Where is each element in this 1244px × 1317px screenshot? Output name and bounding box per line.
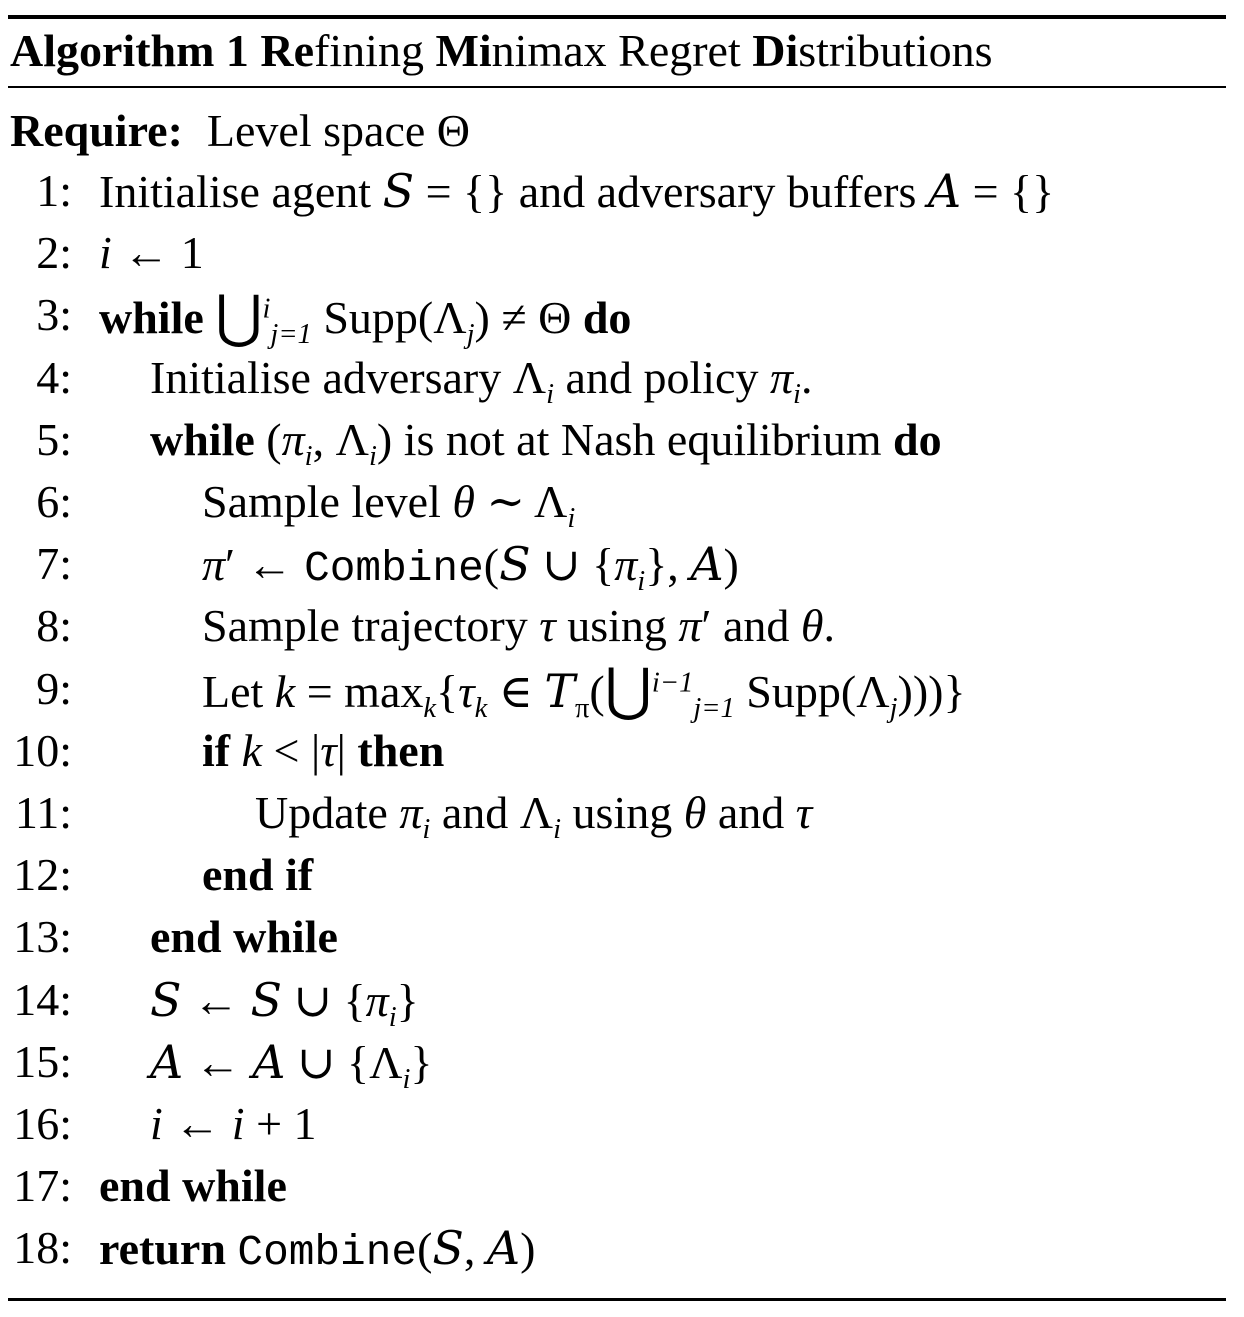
line-token: ← [162,1098,232,1149]
keyword: while [150,413,255,465]
line-content [99,284,631,349]
line-number: 8: [36,600,72,652]
line-token: π [614,539,638,591]
require-label: Require: [10,105,183,156]
line-token: , Λ [312,413,369,465]
line-token: = {} [961,166,1055,217]
line-content [202,471,575,533]
line-token: ( [417,1223,433,1275]
top-rule [8,15,1226,19]
line-token: i [402,1063,411,1095]
line-number: 15: [13,1035,72,1087]
line-token: S [382,164,415,218]
line-token: π [575,692,590,724]
line-token: π [202,539,226,591]
line-token: k [423,692,437,724]
line-token: ← [181,974,251,1026]
line-token: ) [723,539,739,591]
line-token: Let [202,665,275,717]
line-token: i [99,227,112,279]
line-token: j=1 [693,692,735,724]
caption-rule [8,86,1226,88]
function-name: Combine [237,1228,418,1278]
line-token: k [474,692,488,724]
line-token: τ [795,787,813,838]
line-token: Sample level [202,476,453,527]
line-token: ← [183,1036,253,1088]
line-token: ⋃ [215,286,263,350]
line-token: = {} and adversary buffers [414,166,928,217]
line-token: i [231,1098,245,1149]
line-token: i [546,378,555,410]
line-token: A [150,1034,184,1089]
line-content [99,1155,287,1217]
line-token: S [250,972,283,1027]
line-token: i [553,813,562,845]
line-token: . [823,600,836,652]
line-token: ( [254,413,282,465]
line-token: k [274,665,296,717]
line-token: ) [520,1223,536,1275]
keyword: do [893,413,942,465]
line-token: i [637,566,646,598]
line-token: Sample trajectory [202,600,540,652]
line-token: Initialise agent [99,166,383,217]
line-token: ⋃ [604,659,652,723]
line-token: S [499,537,531,592]
keyword: if [202,724,231,776]
line-token: and policy [554,351,770,403]
line-token: θ [683,787,707,838]
line-token: i−1 [651,666,694,698]
line-number: 9: [36,662,72,714]
line-token: A [486,1221,521,1276]
line-token: ′ and [701,600,801,652]
algorithm-title [260,25,992,76]
line-token: + 1 [244,1098,317,1149]
line-token: | [336,724,358,776]
line-token: Supp(Λ [734,665,890,717]
line-content [202,595,835,657]
line-number: 18: [13,1222,72,1274]
line-content [202,720,444,782]
line-token: and Λ [430,787,554,838]
line-token: ← 1 [111,227,204,279]
line-token: j=1 [270,319,312,351]
caption-title-part: Di [752,25,799,76]
line-number: 17: [13,1160,72,1212]
require-text: Level space Θ [206,105,470,156]
line-token: τ [458,665,475,717]
keyword: do [582,292,632,344]
algorithm-label: Algorithm 1 [10,25,249,76]
line-token: )))} [897,665,966,717]
line-token: j [889,692,898,724]
line-number: 14: [13,973,72,1025]
line-token: < | [262,724,321,776]
line-token: ∪ {Λ [285,1036,403,1088]
line-token: i [262,293,271,325]
line-token: }, [645,539,691,591]
line-token: π [281,413,305,465]
line-token: k [241,724,263,776]
line-token: j [466,319,475,351]
line-token: π [769,351,793,403]
line-token: Initialise adversary Λ [150,351,547,403]
keyword: then [357,724,445,776]
line-content [99,1217,535,1284]
line-token [204,292,216,343]
line-number: 5: [36,413,72,465]
line-token: ( [483,539,500,591]
line-content [99,160,1054,223]
line-number: 1: [36,165,72,216]
line-number: 12: [13,849,72,901]
caption-title-part: nimax Regret [491,25,753,76]
line-content [150,1093,317,1155]
line-content [150,969,419,1032]
caption-title-part: stributions [798,25,993,76]
caption-title-part: Mi [435,25,492,76]
line-content [255,782,812,844]
line-content [150,906,338,968]
line-token: = max [295,665,424,717]
require-line [10,104,470,158]
line-number: 7: [36,538,72,590]
line-token: using [561,787,684,838]
line-token: { [436,665,459,717]
line-content [99,222,204,284]
line-token: A [252,1034,286,1089]
line-token: A [927,164,962,218]
line-token: π [365,974,389,1026]
line-token: θ [800,600,824,652]
keyword: end while [150,911,338,963]
bottom-rule [8,1298,1226,1301]
line-token: π [399,787,423,838]
caption-title-part: Re [260,25,315,76]
line-content [150,1031,432,1094]
line-number: 6: [36,476,72,527]
line-token: ∪ { [530,539,615,591]
line-token: τ [539,600,556,652]
line-token: i [422,813,431,845]
line-number: 13: [13,911,72,963]
line-token: S [432,1221,464,1276]
line-token: ∼ Λ [474,476,568,527]
line-token: , [463,1223,487,1275]
line-token [226,1223,238,1274]
line-token: and [706,787,796,838]
line-token: i [567,502,576,534]
line-token: Update [255,787,400,838]
line-token: T [544,663,576,718]
line-token: ) is not at Nash equilibrium [376,413,894,465]
line-content [202,533,739,600]
line-token: Supp(Λ [311,292,467,344]
line-token: } [410,1036,433,1088]
line-content [150,347,812,409]
line-content [150,409,942,471]
line-token: ∈ [487,665,545,717]
line-token: ( [589,665,605,717]
line-content [202,844,313,906]
line-token: i [388,1001,397,1033]
line-token: } [396,974,419,1026]
function-name: Combine [304,544,484,594]
line-number: 16: [13,1098,72,1149]
line-number: 4: [36,351,72,403]
caption-title-part: fining [314,25,436,76]
line-token: . [800,351,813,403]
line-token: i [150,1098,163,1149]
line-content [202,658,966,723]
line-number: 11: [14,787,72,838]
line-token: ∪ { [282,974,366,1026]
line-token: i [793,378,801,410]
keyword: end while [99,1160,287,1212]
keyword: end if [202,849,314,901]
line-number: 10: [13,724,72,776]
line-token: π [678,600,702,652]
keyword: while [99,292,204,344]
line-token: τ [320,724,337,776]
keyword: return [99,1223,226,1275]
algorithm-caption [10,20,993,82]
line-token: i [368,440,377,472]
line-token: using [555,600,679,652]
line-number: 3: [36,289,72,341]
line-number: 2: [36,227,72,279]
line-token: i [304,440,313,472]
line-token: S [150,972,182,1027]
line-token: ′ ← [225,539,305,591]
line-token: ) ≠ Θ [474,292,583,344]
line-token: θ [452,476,475,527]
line-token [230,725,242,776]
line-token: A [690,537,724,592]
